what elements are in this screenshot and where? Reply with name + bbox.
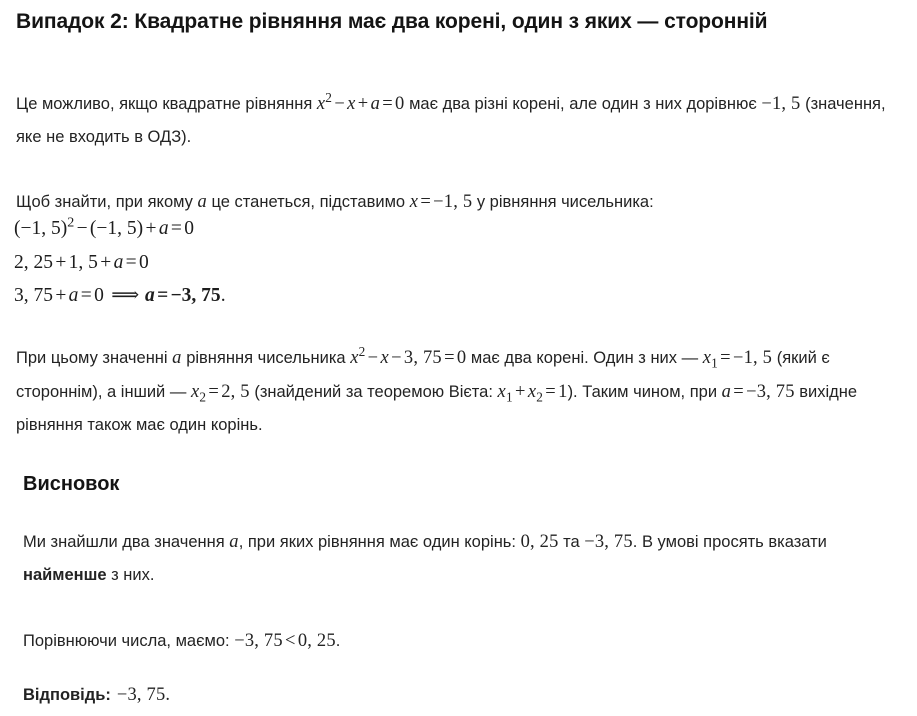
math-value-0-25: 0, 25 <box>520 531 559 551</box>
math-vieta-x1-sub: 1 <box>505 389 513 405</box>
math-operator-equals-x2: = <box>208 381 220 401</box>
roots-text-7: вихідне рівняння також має один корінь. <box>16 383 858 434</box>
inline-equation-final-a <box>722 381 795 401</box>
inline-equation-quadratic <box>316 89 405 113</box>
math-var-a-eq1: a <box>158 218 169 239</box>
math-number-zero: 0 <box>395 93 405 113</box>
math-operator-minus-quad-b: − <box>391 347 402 367</box>
roots-text-2: рівняння чисельника <box>181 349 351 367</box>
math-vieta-one: 1 <box>558 381 568 401</box>
math-operator-minus-eq1: − <box>76 218 88 239</box>
math-paren-open-1: ( <box>14 218 21 239</box>
sub-text-before: Щоб знайти, при якому <box>16 193 198 211</box>
inline-equation-x2 <box>190 381 250 405</box>
math-operator-plus: + <box>357 93 369 113</box>
section-heading-conclusion: Висновок <box>23 473 120 495</box>
math-operator-equals: = <box>382 93 393 113</box>
math-value-minus-1-5: −1, 5 <box>761 93 801 113</box>
math-zero-quad: 0 <box>456 347 467 367</box>
math-exponent-2-eq1: 2 <box>67 214 75 231</box>
answer-label: Відповідь: <box>23 686 111 704</box>
math-var-a-eq2: a <box>113 252 124 273</box>
page-title-line-2: сторонній <box>664 10 768 33</box>
paragraph-roots <box>16 341 900 442</box>
intro-text-middle: має два різні корені, але один з них дорівнює <box>404 95 762 113</box>
math-paren-open-2: ( <box>89 218 97 239</box>
math-var-x2: x <box>190 381 200 401</box>
math-var-x-quad-2: x <box>380 347 389 367</box>
concl-text-3: та <box>558 533 585 551</box>
answer-period: . <box>165 684 171 704</box>
math-paren-close-2: ) <box>136 218 144 239</box>
math-var-a-eq3: a <box>68 285 79 306</box>
math-var-a-sub: a <box>197 191 207 211</box>
math-paren-close-1: ) <box>60 218 68 239</box>
roots-text-3: має два корені. Один з них — <box>466 349 703 367</box>
math-var-x-quad: x <box>350 347 359 367</box>
sub-text-after: у рівняння чисельника: <box>472 193 654 211</box>
concl-text-4: . В умові просять вказати <box>632 533 827 551</box>
math-operator-minus: − <box>334 93 345 113</box>
math-neg-1-5-first: −1, 5 <box>20 218 61 239</box>
math-zero-eq3: 0 <box>94 285 104 306</box>
inline-inequality <box>234 630 336 650</box>
math-vieta-x2-sub: 2 <box>536 389 544 405</box>
roots-text-4: (який є стороннім), а інший — <box>16 349 830 401</box>
math-final-equals: = <box>733 381 744 401</box>
inline-equation-x1 <box>702 347 773 371</box>
math-var-a-result: a <box>145 285 155 306</box>
intro-text-before: Це можливо, якщо квадратне рівняння <box>16 95 317 113</box>
compare-text-1: Порівнюючи числа, маємо: <box>23 632 235 650</box>
math-final-value: −3, 75 <box>746 381 795 401</box>
math-operator-equals-eq3-b: = <box>157 285 169 306</box>
math-operator-minus-quad-a: − <box>367 347 379 367</box>
concl-text-2: , при яких рівняння має один корінь: <box>238 533 521 551</box>
page-title-line-1: Випадок 2: Квадратне рівняння має два корені, один з яких — <box>16 10 659 33</box>
math-exponent-2: 2 <box>325 89 333 105</box>
math-period-eq3: . <box>220 285 226 306</box>
roots-text-5: (знайдений за теоремою Вієта: <box>249 383 498 401</box>
math-var-x-2: x <box>347 93 356 113</box>
math-exponent-quad: 2 <box>358 343 366 359</box>
math-number-3-75: 3, 75 <box>14 285 53 306</box>
math-compare-left: −3, 75 <box>234 630 283 650</box>
math-subscript-1: 1 <box>711 355 718 371</box>
math-vieta-equals: = <box>545 381 556 401</box>
math-operator-plus-eq3: + <box>55 285 67 306</box>
math-number-1-5: 1, 5 <box>68 252 98 273</box>
math-operator-equals-eq2: = <box>125 252 137 273</box>
sub-text-middle: це станеться, підставимо <box>206 193 410 211</box>
math-vieta-plus: + <box>515 381 526 401</box>
math-operator-equals-eq3-a: = <box>80 285 92 306</box>
math-subscript-2: 2 <box>199 389 207 405</box>
paragraph-conclusion <box>23 525 899 592</box>
math-var-a-roots: a <box>172 347 182 367</box>
paragraph-intro <box>16 87 896 154</box>
math-var-x-sub: x <box>409 191 419 211</box>
math-less-than-operator: < <box>284 630 296 650</box>
math-operator-plus-eq2-a: + <box>55 252 67 273</box>
math-vieta-x2: x <box>527 381 537 401</box>
math-zero-eq2: 0 <box>138 252 149 273</box>
math-vieta-x1: x <box>497 381 506 401</box>
paragraph-comparison <box>23 624 899 658</box>
intro-text-after: (значення, яке не входить в ОДЗ). <box>16 95 886 146</box>
math-operator-equals-sub: = <box>420 191 431 211</box>
math-compare-right: 0, 25 <box>297 630 336 650</box>
roots-text-6: ). Таким чином, при <box>567 383 722 401</box>
page-title <box>16 6 878 37</box>
concl-text-5: з них. <box>106 566 155 584</box>
math-value-x1: −1, 5 <box>733 347 773 367</box>
emphasis-smallest: найменше <box>23 566 107 584</box>
display-equation-2 <box>14 252 149 274</box>
math-var-a: a <box>370 93 381 113</box>
math-number-2-25: 2, 25 <box>14 252 53 273</box>
implies-arrow-icon: ⟹ <box>111 285 138 306</box>
math-var-x1: x <box>702 347 712 367</box>
display-equation-1 <box>14 214 194 240</box>
math-var-a-concl: a <box>229 531 239 551</box>
math-operator-equals-quad: = <box>444 347 455 367</box>
math-neg-1-5-second: −1, 5 <box>96 218 137 239</box>
math-operator-equals-eq1: = <box>170 218 182 239</box>
math-operator-plus-eq2-b: + <box>100 252 112 273</box>
math-var-x: x <box>316 93 326 113</box>
concl-text-1: Ми знайшли два значення <box>23 533 230 551</box>
inline-equation-numerator <box>350 343 467 367</box>
inline-equation-x-value <box>410 191 473 211</box>
math-operator-equals-x1: = <box>720 347 731 367</box>
compare-text-2: . <box>335 632 341 650</box>
paragraph-substitution <box>16 185 896 219</box>
display-equation-3 <box>14 285 226 307</box>
roots-text-1: При цьому значенні <box>16 349 173 367</box>
math-zero-eq1: 0 <box>184 218 194 239</box>
math-value-x2: 2, 5 <box>221 381 250 401</box>
math-final-var-a: a <box>721 381 732 401</box>
inline-equation-vieta <box>497 381 568 405</box>
math-value-sub: −1, 5 <box>433 191 473 211</box>
answer-value: −3, 75 <box>116 684 166 704</box>
math-operator-plus-eq1: + <box>145 218 157 239</box>
math-value-neg-3-75: −3, 75 <box>584 531 633 551</box>
math-result-value: −3, 75 <box>170 285 221 306</box>
paragraph-answer <box>23 678 899 712</box>
math-const-3-75: 3, 75 <box>403 347 442 367</box>
